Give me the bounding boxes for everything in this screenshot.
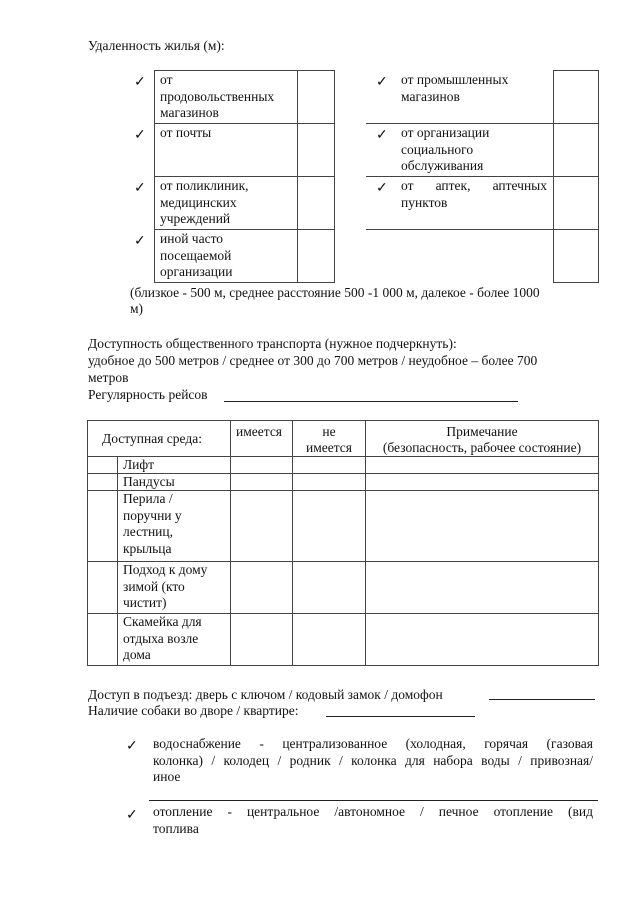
transport-options-line2: метров	[88, 370, 129, 385]
distance-note-line1: (близкое - 500 м, среднее расстояние 500 -1 000 м, далекое - более 1000	[130, 285, 540, 300]
environment-header-label: Доступная среда:	[102, 431, 202, 446]
row-elevator: Лифт	[123, 457, 155, 472]
check-clinics: ✓	[134, 181, 146, 196]
check-social-service: ✓	[376, 128, 388, 143]
item-pharmacies: от аптек, аптечных пунктов	[401, 178, 547, 210]
dog-presence: Наличие собаки во дворе / квартире:	[88, 703, 299, 718]
col-not: не имеется	[305, 424, 353, 455]
heating: отопление - центральное /автономное / печное отопление (вид топлива	[153, 804, 593, 836]
item-industrial-stores: от промышленных магазинов	[401, 72, 509, 104]
check-water: ✓	[126, 739, 138, 754]
check-post-office: ✓	[134, 128, 146, 143]
entrance-access: Доступ в подъезд: дверь с ключом / кодовый замок / домофон	[88, 687, 443, 702]
item-other-org: иной часто посещаемой организации	[160, 231, 233, 279]
water-other-field[interactable]	[149, 800, 598, 801]
transport-heading: Доступность общественного транспорта (нужное подчеркнуть):	[88, 336, 457, 351]
entrance-field[interactable]	[489, 699, 595, 700]
regularity-label: Регулярность рейсов	[88, 387, 208, 402]
check-other-org: ✓	[134, 234, 146, 249]
item-social-service: от организации социального обслуживания	[401, 125, 490, 173]
row-railings: Перила / поручни у лестниц, крыльца	[123, 491, 182, 556]
row-bench: Скамейка для отдыха возле дома	[123, 614, 202, 662]
regularity-field[interactable]	[224, 401, 518, 402]
distance-heading: Удаленность жилья (м):	[88, 38, 225, 53]
check-heating: ✓	[126, 808, 138, 823]
check-pharmacies: ✓	[376, 181, 388, 196]
item-food-stores: от продовольственных магазинов	[160, 72, 275, 120]
dog-field[interactable]	[326, 716, 475, 717]
check-industrial-stores: ✓	[376, 75, 388, 90]
col-note: Примечание (безопасность, рабочее состояние)	[382, 424, 582, 455]
row-winter-path: Подход к дому зимой (кто чистит)	[123, 562, 208, 610]
check-food-stores: ✓	[134, 75, 146, 90]
water-supply: водоснабжение - централизованное (холодная, горячая (газовая колонка) / колодец / родник / колонка для набора воды / привозная/ иное	[153, 736, 593, 784]
distance-note-line2: м)	[130, 301, 144, 316]
col-has: имеется	[236, 424, 283, 439]
row-ramps: Пандусы	[123, 474, 175, 489]
item-post-office: от почты	[160, 125, 212, 140]
item-clinics: от поликлиник, медицинских учреждений	[160, 178, 249, 226]
transport-options-line1: удобное до 500 метров / среднее от 300 до 700 метров / неудобное – более 700	[88, 353, 538, 368]
